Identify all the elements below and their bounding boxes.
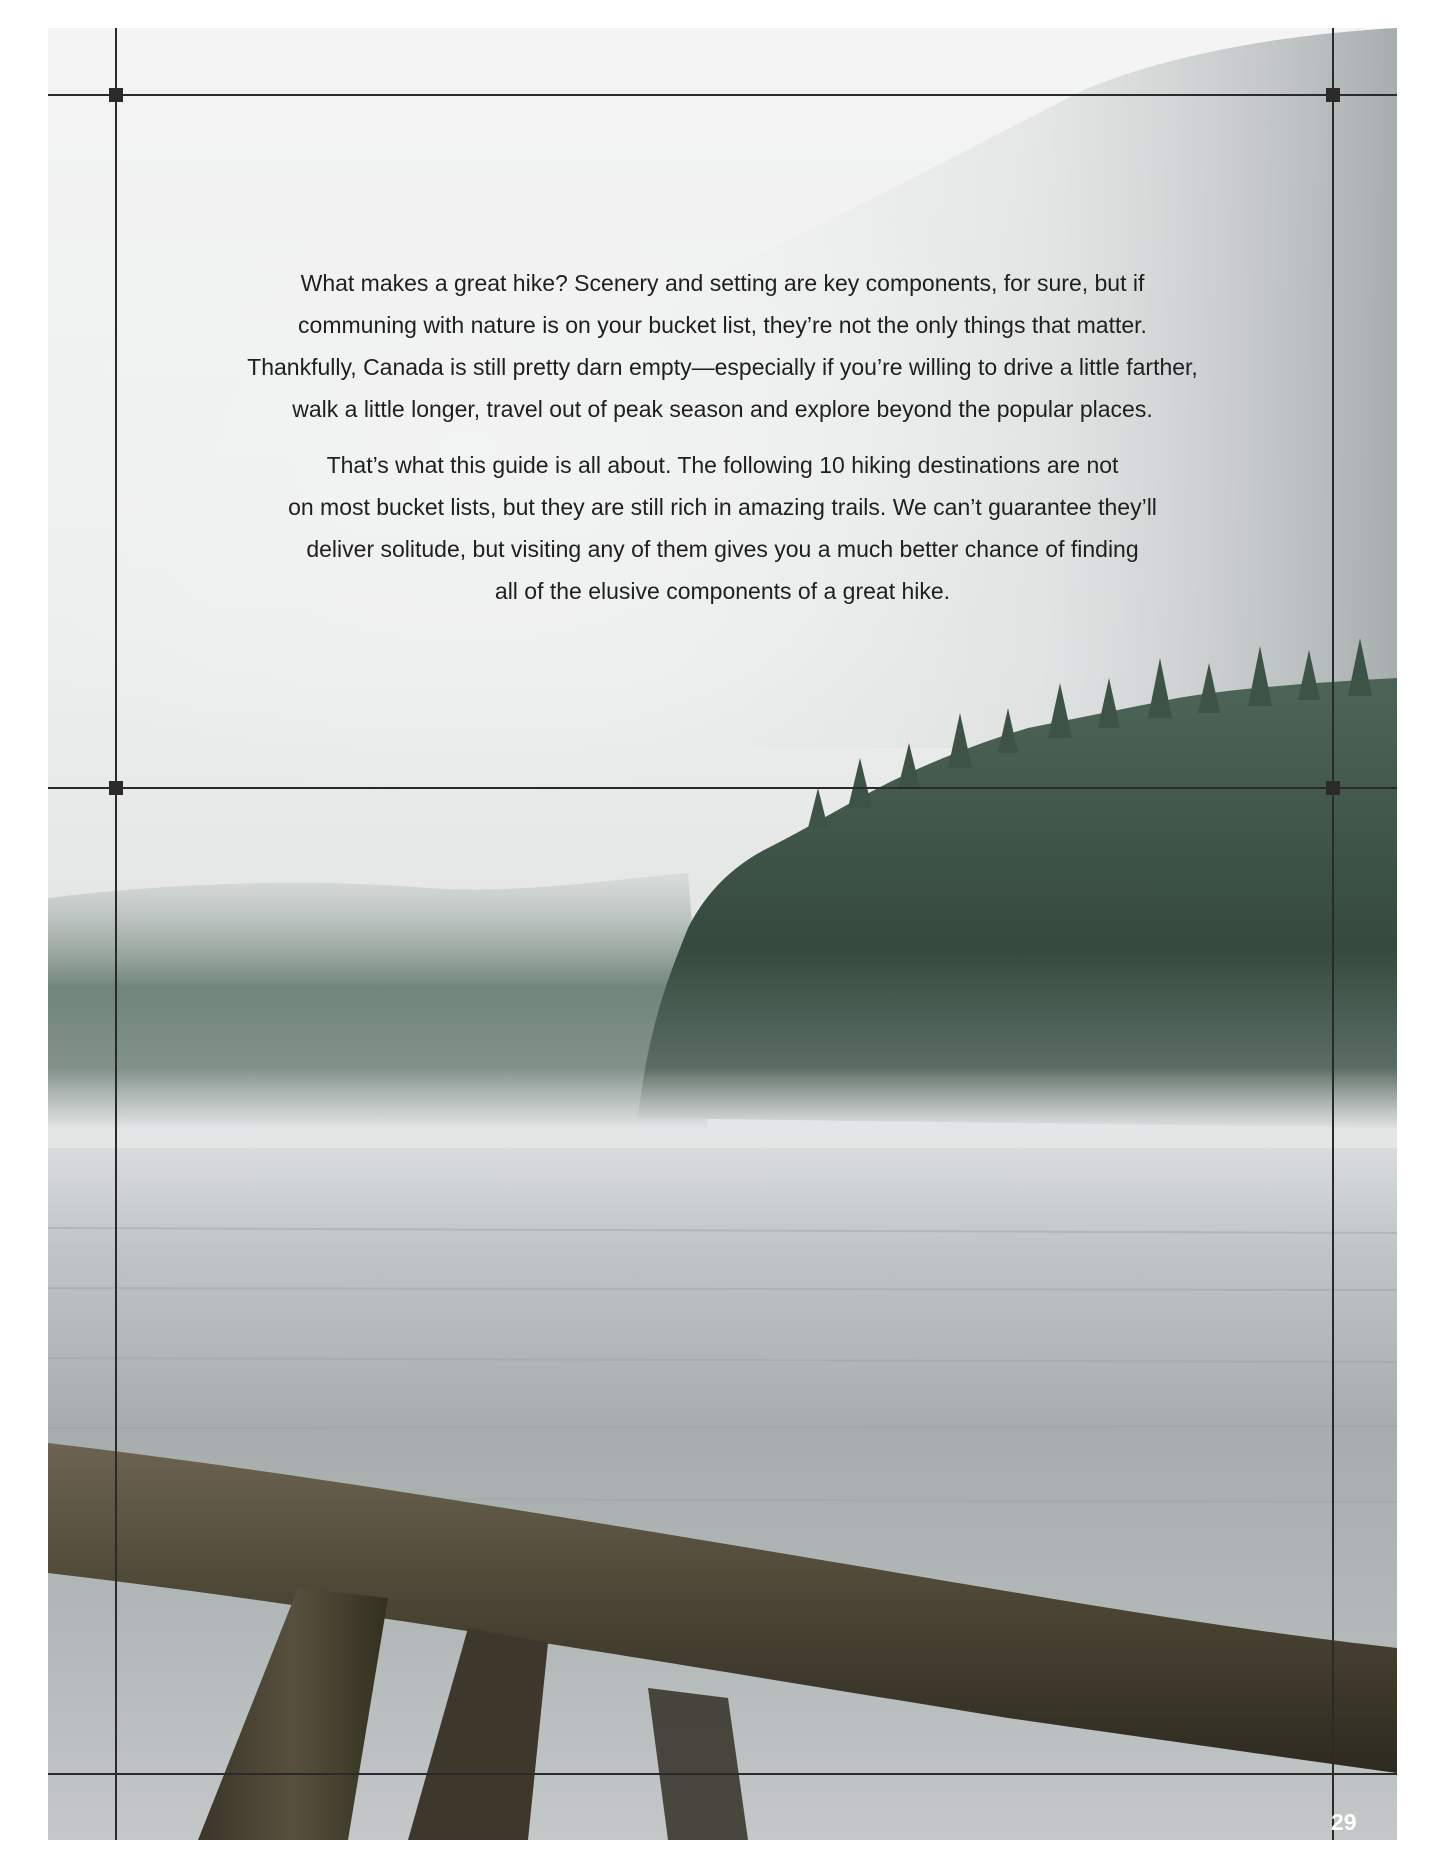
guide-line-bottom [48, 1773, 1397, 1775]
corner-marker [1326, 781, 1340, 795]
text-line: Thankfully, Canada is still pretty darn empty—especially if you’re willing to drive a little farther, [247, 354, 1198, 380]
guide-line-top [48, 94, 1397, 96]
corner-marker [109, 88, 123, 102]
corner-marker [1326, 88, 1340, 102]
text-line: communing with nature is on your bucket list, they’re not the only things that matter. [298, 312, 1147, 338]
text-line: on most bucket lists, but they are still rich in amazing trails. We can’t guarantee they’ll [288, 494, 1157, 520]
text-line: What makes a great hike? Scenery and setting are key components, for sure, but if [300, 270, 1145, 296]
text-line: That’s what this guide is all about. The following 10 hiking destinations are not [326, 452, 1119, 478]
text-line: deliver solitude, but visiting any of them gives you a much better chance of finding [306, 536, 1139, 562]
guide-line-right [1332, 28, 1334, 1840]
intro-paragraph-1 [160, 262, 1285, 430]
text-line: walk a little longer, travel out of peak season and explore beyond the popular places. [292, 396, 1153, 422]
page-number: 29 [1331, 1809, 1357, 1835]
intro-paragraph-2 [160, 444, 1285, 612]
corner-marker [109, 781, 123, 795]
intro-text [160, 262, 1285, 626]
text-line: all of the elusive components of a great hike. [494, 578, 951, 604]
guide-line-left [115, 28, 117, 1840]
page [48, 28, 1397, 1840]
guide-line-middle [48, 787, 1397, 789]
